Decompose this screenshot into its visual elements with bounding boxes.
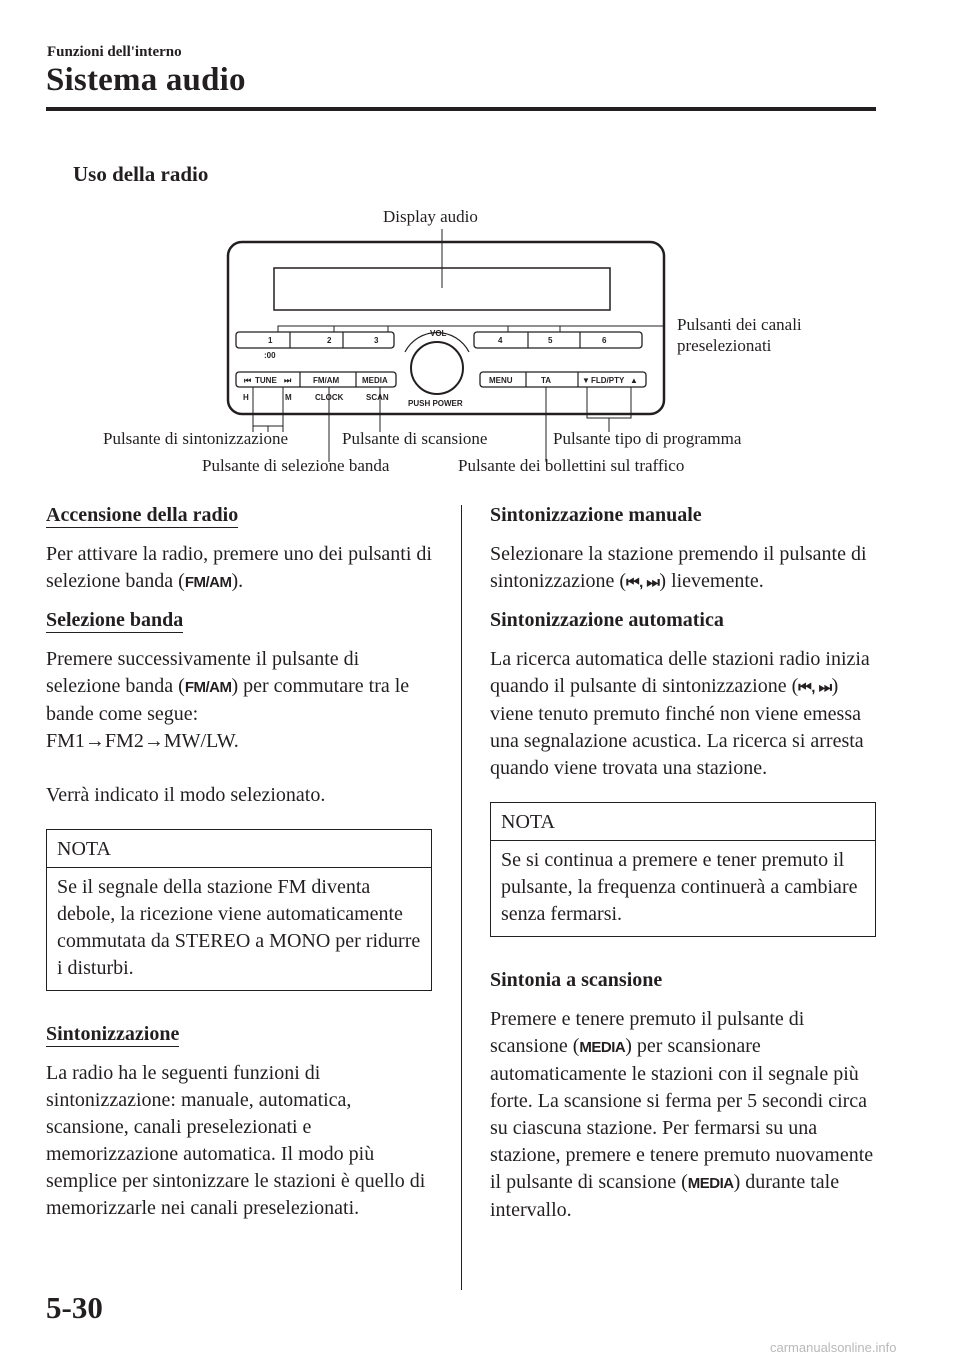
mode-indicated: Verrà indicato il modo selezionato. — [46, 784, 326, 806]
seek-icons: ⏮, ⏭ — [798, 679, 832, 696]
fmam-symbol: FM/AM — [184, 679, 232, 696]
paragraph-automatica: La ricerca automatica delle stazioni radio inizia quando il pulsante di sintonizzazione (⏮, ⏭) viene tenuto premuto finché non viene emessa una segnalazione acustica. La ricerca si arresta quando viene trovata una stazione. — [490, 648, 870, 779]
media-symbol: MEDIA — [579, 1039, 626, 1056]
paragraph-sintonizzazione: La radio ha le seguenti funzioni di sintonizzazione: manuale, automatica, scansione, canali preselezionati e memorizzazione automatica. Il modo più semplice per sintonizzare le stazioni è quello di memorizzarle nei canali preselezionati. — [46, 1062, 426, 1219]
heading-scansione: Sintonia a scansione — [490, 969, 663, 991]
preset-bar-left — [236, 332, 394, 348]
label-traffic: Pulsante dei bollettini sul traffico — [458, 456, 685, 475]
label-pty: Pulsante tipo di programma — [553, 429, 742, 448]
right-column — [490, 502, 876, 1224]
note-text: Se si continua a premere e tener premuto il pulsante, la frequenza continuerà a cambiare senza fermarsi. — [501, 849, 858, 925]
page-number: 5-30 — [46, 1290, 103, 1325]
tune-label: TUNE — [255, 376, 277, 385]
label-preset-1: Pulsanti dei canali — [677, 315, 802, 334]
preset-2: 2 — [327, 336, 332, 345]
label-preset-2: preselezionati — [677, 336, 772, 355]
heading-automatica: Sintonizzazione automatica — [490, 609, 724, 631]
scan-label: SCAN — [366, 393, 389, 402]
menu-label: MENU — [489, 376, 513, 385]
preset-1: 1 — [268, 336, 273, 345]
seek-icons: ⏮, ⏭ — [626, 574, 660, 591]
label-band: Pulsante di selezione banda — [202, 456, 390, 475]
paragraph-scansione: Premere e tenere premuto il pulsante di scansione (MEDIA) per scansionare automaticamente le stazioni con il segnale più forte. La scansione si ferma per 5 secondi circa su ciascuna stazione. Per fermarsi su una stazione, premere e tenere premuto nuovamente il pulsante di scansione (MEDIA) durante tale intervallo. — [490, 1008, 874, 1221]
media-label: MEDIA — [362, 376, 388, 385]
paragraph-accensione: Per attivare la radio, premere uno dei pulsanti di selezione banda (FM/AM). — [46, 543, 432, 592]
left-column — [46, 502, 432, 1222]
page-title: Sistema audio — [46, 62, 246, 98]
band-sequence: FM1→FM2→MW/LW. — [46, 730, 239, 752]
paragraph-selezione: Premere successivamente il pulsante di selezione banda (FM/AM) per commutare tra le bande come segue: — [46, 648, 410, 725]
column-divider — [461, 505, 462, 1290]
media-symbol: MEDIA — [687, 1175, 734, 1192]
heading-selezione: Selezione banda — [46, 609, 184, 631]
clock-00: :00 — [264, 351, 276, 360]
vol-label: VOL — [430, 329, 447, 338]
note-title: NOTA — [47, 830, 431, 868]
seek-forward-icon: ⏭ — [284, 376, 292, 385]
preset-3: 3 — [374, 336, 379, 345]
header-rule — [46, 107, 876, 111]
label-tune: Pulsante di sintonizzazione — [103, 429, 289, 448]
push-power-label: PUSH POWER — [408, 399, 463, 408]
seek-back-icon: ⏮ — [244, 376, 252, 385]
header-section: Funzioni dell'interno — [47, 44, 182, 60]
note-box-left — [46, 829, 432, 991]
note-text: Se il segnale della stazione FM diventa debole, la ricezione viene automaticamente commutata da STEREO a MONO per ridurre i disturbi. — [57, 876, 421, 979]
preset-5: 5 — [548, 336, 553, 345]
clock-label: CLOCK — [315, 393, 344, 402]
radio-illustration — [0, 200, 960, 490]
section-title: Uso della radio — [73, 162, 209, 186]
note-title: NOTA — [491, 803, 875, 841]
fldpty-label: FLD/PTY — [591, 376, 625, 385]
watermark: carmanualsonline.info — [770, 1340, 897, 1355]
fld-up-icon: ▲ — [630, 376, 638, 385]
heading-sintonizzazione: Sintonizzazione — [46, 1023, 180, 1045]
heading-accensione: Accensione della radio — [46, 504, 239, 526]
preset-6: 6 — [602, 336, 607, 345]
label-display: Display audio — [383, 207, 478, 226]
fld-down-icon: ▼ — [582, 376, 590, 385]
label-scan: Pulsante di scansione — [342, 429, 488, 448]
volume-knob — [411, 342, 463, 394]
fmam-symbol: FM/AM — [184, 574, 232, 591]
note-box-right — [490, 802, 876, 937]
ta-label: TA — [541, 376, 552, 385]
preset-4: 4 — [498, 336, 503, 345]
m-label: M — [285, 393, 292, 402]
h-label: H — [243, 393, 249, 402]
fmam-label: FM/AM — [313, 376, 340, 385]
paragraph-manuale: Selezionare la stazione premendo il pulsante di sintonizzazione (⏮, ⏭) lievemente. — [490, 543, 867, 592]
heading-manuale: Sintonizzazione manuale — [490, 504, 702, 526]
